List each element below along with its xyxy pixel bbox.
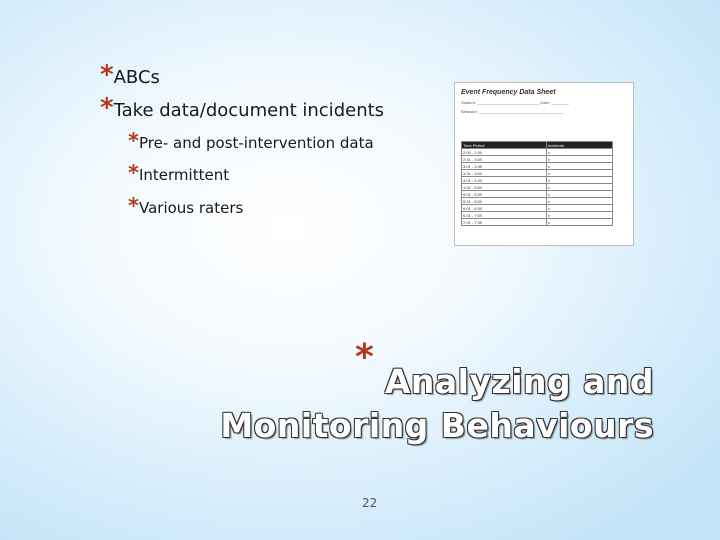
table-cell: 3:01 - 3:30 — [462, 163, 547, 170]
table-cell: x — [546, 184, 612, 191]
table-cell: 4:01 - 4:30 — [462, 177, 547, 184]
table-cell: x — [546, 177, 612, 184]
table-cell: 2:31 - 3:00 — [462, 156, 547, 163]
table-row — [462, 149, 613, 156]
table-cell: x — [546, 205, 612, 212]
table-cell: x — [546, 149, 612, 156]
table-cell: x — [546, 191, 612, 198]
table-cell: 6:01 - 6:30 — [462, 205, 547, 212]
table-row — [462, 156, 613, 163]
slide-title-line1: Analyzing and — [384, 362, 654, 401]
page-number: 22 — [362, 496, 378, 510]
table-row — [462, 163, 613, 170]
table-cell: 5:01 - 5:30 — [462, 191, 547, 198]
sheet-behavior-field: Behavior: ______________________________________ — [461, 109, 564, 114]
bullet-star-icon: * — [128, 194, 139, 218]
title-star-icon: * — [355, 337, 374, 378]
table-cell: x — [546, 212, 612, 219]
bullet-text: ABCs — [113, 67, 160, 88]
bullet-text: Pre- and post-intervention data — [138, 134, 374, 152]
sheet-student-field: Student: ____________________________ Date: ________ — [461, 100, 569, 105]
bullet-star-icon: * — [128, 161, 139, 185]
bullet-text: Intermittent — [138, 166, 230, 184]
bullet-text: Various raters — [138, 199, 244, 217]
table-row — [462, 219, 613, 226]
sheet-title: Event Frequency Data Sheet — [461, 89, 556, 96]
table-cell: x — [546, 163, 612, 170]
bullet-take-data — [100, 95, 384, 121]
data-sheet-image — [454, 82, 634, 246]
table-cell: x — [546, 170, 612, 177]
bullet-star-icon: * — [100, 60, 114, 90]
bullet-text: Take data/document incidents — [113, 100, 385, 121]
table-cell: x — [546, 219, 612, 226]
bullet-abcs — [100, 62, 160, 88]
table-cell: x — [546, 156, 612, 163]
table-row — [462, 191, 613, 198]
sub-bullet-various-raters — [128, 196, 243, 217]
slide-title-line2: Monitoring Behaviours — [220, 406, 654, 445]
table-row — [462, 170, 613, 177]
table-row — [462, 198, 613, 205]
sheet-table — [461, 141, 613, 226]
sub-bullet-pre-post — [128, 131, 374, 152]
table-row — [462, 212, 613, 219]
bullet-star-icon: * — [100, 93, 114, 123]
sheet-header-cell: Time Period — [462, 142, 547, 149]
sub-bullet-intermittent — [128, 163, 229, 184]
table-cell: 5:31 - 6:00 — [462, 198, 547, 205]
table-row — [462, 184, 613, 191]
table-cell: 3:31 - 4:00 — [462, 170, 547, 177]
table-row — [462, 177, 613, 184]
table-cell: 6:31 - 7:00 — [462, 212, 547, 219]
table-cell: 4:31 - 5:00 — [462, 184, 547, 191]
table-row — [462, 205, 613, 212]
table-cell: 2:00 - 2:30 — [462, 149, 547, 156]
sheet-header-cell: Incidents — [546, 142, 612, 149]
slide-title — [214, 360, 654, 448]
sheet-table-header — [462, 142, 613, 149]
table-cell: x — [546, 198, 612, 205]
bullet-star-icon: * — [128, 129, 139, 153]
table-cell: 7:01 - 7:30 — [462, 219, 547, 226]
